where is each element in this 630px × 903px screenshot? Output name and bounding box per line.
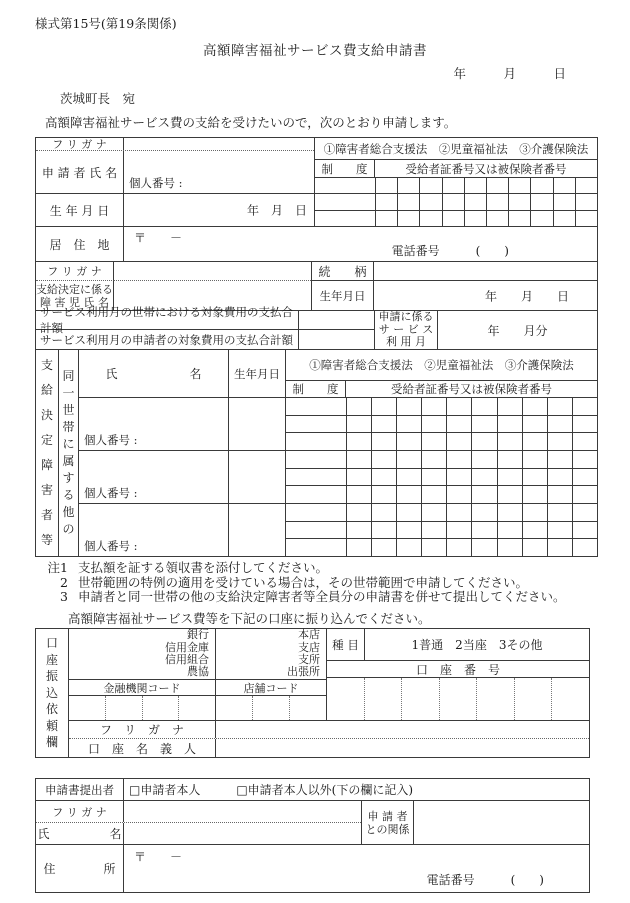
account-number-cell[interactable] [551, 678, 589, 720]
member2-cert-cell[interactable] [572, 486, 597, 503]
account-type-label: 種 目 [327, 629, 365, 660]
member3-cert-cell[interactable] [446, 504, 471, 521]
account-number-label: 口 座 番 号 [327, 661, 589, 678]
bank-branch-types[interactable]: 本店 支店 支所 出張所 [287, 628, 320, 679]
branch-code-label: 店舗コード [243, 681, 299, 695]
bank-code-cell[interactable] [178, 696, 215, 720]
member3-cert-cell[interactable] [346, 504, 371, 521]
member3-cert-cell[interactable] [286, 539, 346, 556]
applicant-cert-cell[interactable] [553, 178, 575, 193]
note-line: 3 申請者と同一世帯の他の支給決定障害者等全員分の申請書を併せて提出してください。 [60, 589, 566, 604]
member2-cert-cell[interactable] [421, 469, 446, 486]
member2-cert-cell[interactable] [572, 469, 597, 486]
bank-code-label: 金融機関コード [69, 680, 216, 695]
account-number-cell[interactable] [476, 678, 514, 720]
account-number-cell[interactable] [439, 678, 477, 720]
member3-cert-cell[interactable] [572, 539, 597, 556]
member3-cert-cell[interactable] [497, 522, 522, 539]
member3-cert-cell[interactable] [471, 522, 496, 539]
member2-cert-cell[interactable] [497, 451, 522, 468]
member3-cert-row-3 [286, 539, 597, 556]
bank-code-cell[interactable] [142, 696, 179, 720]
member2-cert-cell[interactable] [396, 451, 421, 468]
checkbox-submitter-self[interactable]: □申請者本人 [129, 783, 201, 797]
child-relation-input[interactable] [374, 262, 597, 281]
service-month-value: 年 月分 [487, 323, 548, 338]
bank-code-boxes [69, 696, 216, 720]
account-number-boxes [327, 678, 589, 720]
member2-cert-cell[interactable] [547, 469, 572, 486]
member1-cert-cell[interactable] [396, 416, 421, 433]
member3-cert-cell[interactable] [396, 504, 421, 521]
member3-cert-cell[interactable] [346, 522, 371, 539]
member1-cert-cell[interactable] [421, 398, 446, 415]
member1-cert-cell[interactable] [471, 416, 496, 433]
member2-cert-cell[interactable] [396, 469, 421, 486]
member3-cert-cell[interactable] [371, 522, 396, 539]
applicant-cert-cell[interactable] [486, 178, 508, 193]
applicant-cert-cell[interactable] [419, 178, 441, 193]
applicant-cert-cell[interactable] [442, 211, 464, 226]
member1-cert-cell[interactable] [572, 433, 597, 450]
member3-cert-cell[interactable] [346, 539, 371, 556]
member3-cert-cell[interactable] [371, 539, 396, 556]
member2-cert-cell[interactable] [522, 486, 547, 503]
submitter-name-input[interactable] [124, 823, 361, 844]
intro-sentence: 高額障害福祉サービス費の支給を受けたいので，次のとおり申請します。 [45, 115, 457, 130]
service-month-label: 申請に係る サ ー ビ ス 利 用 月 [374, 311, 438, 349]
member1-cert-row-1 [286, 398, 597, 416]
account-number-cell[interactable] [514, 678, 552, 720]
member2-cert-cell[interactable] [286, 486, 346, 503]
applicant-cert-row-3 [315, 211, 597, 226]
applicant-cert-cell[interactable] [486, 211, 508, 226]
member2-cert-cell[interactable] [522, 451, 547, 468]
member3-cert-cell[interactable] [547, 539, 572, 556]
member3-cert-cell[interactable] [522, 539, 547, 556]
member2-cert-cell[interactable] [471, 469, 496, 486]
child-furigana-label: フ リ ガ ナ [36, 262, 114, 281]
member3-cert-cell[interactable] [522, 522, 547, 539]
applicant-cert-cell[interactable] [442, 178, 464, 193]
member3-cert-cell[interactable] [421, 522, 446, 539]
child-table [35, 261, 598, 350]
bank-transfer-table [35, 628, 590, 758]
household-name-header: 氏 名 [79, 350, 229, 397]
child-birth-label: 生年月日 [311, 281, 374, 310]
member1-cert-cell[interactable] [497, 416, 522, 433]
submitter-relation-input[interactable] [414, 801, 589, 844]
bank-institution-types[interactable]: 銀行 信用金庫 信用組合 農協 [69, 629, 216, 679]
bank-vlabel: 口座振込依頼欄 [36, 629, 69, 757]
member3-name-input[interactable] [79, 504, 229, 556]
applicant-cert-cell[interactable] [464, 178, 486, 193]
member3-cert-cell[interactable] [286, 504, 346, 521]
account-number-cell[interactable] [401, 678, 439, 720]
total-household-input[interactable] [299, 311, 374, 329]
applicant-name-label: 申 請 者 氏 名 [36, 151, 124, 193]
applicant-cert-cell[interactable] [375, 194, 397, 209]
member1-cert-cell[interactable] [522, 416, 547, 433]
member3-cert-cell[interactable] [497, 504, 522, 521]
household-cert-number-header: 受給者証番号又は被保険者番号 [391, 382, 552, 396]
total-household-label: サービス利用月の世帯における対象費用の支払合計額 [36, 311, 299, 329]
member3-cert-cell[interactable] [371, 504, 396, 521]
account-number-cell[interactable] [327, 678, 364, 720]
applicant-cert-cell[interactable] [419, 211, 441, 226]
applicant-cert-cell[interactable] [575, 178, 597, 193]
member1-cert-cell[interactable] [522, 433, 547, 450]
member3-cert-cell[interactable] [522, 504, 547, 521]
note-line: 注1 支払額を証する領収書を添付してください。 [47, 560, 329, 575]
member3-cert-cell[interactable] [421, 504, 446, 521]
bank-code-cell[interactable] [105, 696, 142, 720]
applicant-cert-cell[interactable] [419, 194, 441, 209]
household-member-row [79, 504, 597, 556]
member2-cert-cell[interactable] [572, 451, 597, 468]
applicant-cert-cell[interactable] [508, 211, 530, 226]
member2-cert-cell[interactable] [371, 486, 396, 503]
applicant-birth-ymd: 年 月 日 [246, 203, 307, 218]
member3-birth-input[interactable] [229, 504, 286, 556]
member3-cert-cell[interactable] [572, 522, 597, 539]
applicant-cert-cell[interactable] [530, 211, 552, 226]
member2-cert-cell[interactable] [471, 486, 496, 503]
member1-cert-cell[interactable] [497, 398, 522, 415]
member3-cert-cell[interactable] [547, 504, 572, 521]
account-number-cell[interactable] [364, 678, 402, 720]
child-furigana-input[interactable] [114, 262, 311, 281]
member1-cert-cell[interactable] [446, 416, 471, 433]
member1-cert-row-3 [286, 433, 597, 450]
member1-birth-input[interactable] [229, 398, 286, 450]
account-type-options[interactable]: 1普通 2当座 3その他 [411, 638, 543, 652]
submitter-postal-mark: 〒 － [134, 850, 183, 864]
submitter-address-label: 住 所 [36, 845, 124, 892]
bank-code-cell[interactable] [69, 696, 105, 720]
member1-cert-cell[interactable] [471, 398, 496, 415]
service-month-input[interactable] [438, 311, 597, 349]
member3-cert-cell[interactable] [446, 522, 471, 539]
bank-intro: 高額障害福祉サービス費等を下記の口座に振り込んでください。 [68, 611, 431, 626]
child-birth-ymd: 年 月 日 [484, 289, 569, 303]
applicant-cert-cell[interactable] [508, 194, 530, 209]
notes [35, 561, 566, 605]
applicant-cert-row-1 [315, 178, 597, 194]
member1-cert-cell[interactable] [522, 398, 547, 415]
branch-code-cell[interactable] [252, 696, 289, 720]
member2-cert-cell[interactable] [446, 486, 471, 503]
member1-cert-cell[interactable] [572, 416, 597, 433]
member2-cert-cell[interactable] [497, 486, 522, 503]
member3-cert-cell[interactable] [421, 539, 446, 556]
applicant-laws-header: ①障害者総合支援法 ②児童福祉法 ③介護保険法 [315, 138, 597, 160]
account-holder-input[interactable] [216, 739, 589, 757]
submitter-table [35, 778, 590, 893]
member3-cert-cell[interactable] [396, 539, 421, 556]
member3-cert-cell[interactable] [497, 539, 522, 556]
submitter-address-input[interactable] [124, 845, 589, 892]
member3-cert-cell[interactable] [471, 539, 496, 556]
branch-code-boxes [216, 696, 326, 720]
household-vlabel-inner: 同一世帯に属する他の [59, 350, 79, 556]
account-furigana-label: フ リ ガ ナ [69, 721, 216, 738]
applicant-cert-cell[interactable] [553, 194, 575, 209]
applicant-cert-cell[interactable] [508, 178, 530, 193]
applicant-cert-cell[interactable] [375, 178, 397, 193]
applicant-system-header: 制 度 [315, 160, 375, 177]
member1-cert-cell[interactable] [547, 433, 572, 450]
member1-cert-cell[interactable] [346, 416, 371, 433]
applicant-cert-cell[interactable] [464, 211, 486, 226]
member1-cert-cell[interactable] [371, 433, 396, 450]
member1-personal-number-label: 個人番号 : [84, 433, 138, 447]
member1-cert-cell[interactable] [471, 433, 496, 450]
applicant-cert-cell[interactable] [375, 211, 397, 226]
member1-name-input[interactable] [79, 398, 229, 450]
applicant-birth-label: 生 年 月 日 [36, 194, 124, 226]
household-member-row [79, 451, 597, 504]
applicant-table [35, 137, 598, 262]
applicant-cert-cell[interactable] [530, 178, 552, 193]
applicant-furigana-label: フ リ ガ ナ [36, 138, 124, 150]
member3-cert-row-2 [286, 522, 597, 540]
member2-cert-row-1 [286, 451, 597, 469]
applicant-cert-cell[interactable] [575, 194, 597, 209]
member2-cert-cell[interactable] [286, 451, 346, 468]
member2-cert-cell[interactable] [446, 469, 471, 486]
child-birth-input[interactable] [374, 281, 597, 310]
member2-cert-cell[interactable] [396, 486, 421, 503]
applicant-name-input[interactable] [124, 151, 314, 193]
member2-cert-cell[interactable] [371, 451, 396, 468]
addressee: 茨城町長 宛 [60, 91, 136, 106]
applicant-address-input[interactable] [124, 227, 597, 261]
member2-birth-input[interactable] [229, 451, 286, 503]
applicant-cert-cell[interactable] [553, 211, 575, 226]
child-name-label: 支給決定に係る 障 害 児 氏 名 [36, 282, 113, 309]
applicant-cert-number-header: 受給者証番号又は被保険者番号 [405, 161, 567, 176]
household-members-table [35, 349, 598, 557]
member1-cert-cell[interactable] [346, 398, 371, 415]
member1-cert-cell[interactable] [346, 433, 371, 450]
member1-cert-cell[interactable] [497, 433, 522, 450]
member2-name-input[interactable] [79, 451, 229, 503]
member1-cert-cell[interactable] [371, 416, 396, 433]
applicant-cert-cell[interactable] [315, 211, 375, 226]
member2-cert-cell[interactable] [346, 451, 371, 468]
member2-cert-cell[interactable] [547, 451, 572, 468]
household-laws-header: ①障害者総合支援法 ②児童福祉法 ③介護保険法 [286, 350, 597, 381]
household-system-header: 制 度 [286, 381, 346, 397]
member2-cert-cell[interactable] [547, 486, 572, 503]
applicant-address-label: 居 住 地 [36, 227, 124, 261]
branch-code-cell[interactable] [216, 696, 252, 720]
member3-cert-cell[interactable] [446, 539, 471, 556]
member2-cert-cell[interactable] [446, 451, 471, 468]
applicant-furigana-input[interactable] [124, 138, 314, 150]
submitter-relation-label: 申 請 者 との関係 [361, 801, 414, 844]
member3-cert-cell[interactable] [286, 522, 346, 539]
applicant-cert-cell[interactable] [530, 194, 552, 209]
member2-cert-cell[interactable] [522, 469, 547, 486]
member1-cert-cell[interactable] [421, 433, 446, 450]
member2-cert-cell[interactable] [346, 469, 371, 486]
member1-cert-cell[interactable] [446, 398, 471, 415]
submitter-furigana-input[interactable] [124, 801, 361, 822]
applicant-birth-input[interactable] [124, 194, 314, 226]
date-line: 年 月 日 [453, 66, 566, 81]
submitter-name-label: 氏 名 [36, 823, 124, 844]
member3-cert-row-1 [286, 504, 597, 522]
applicant-phone-label: 電話番号 ( ) [391, 244, 509, 258]
applicant-personal-number-label: 個人番号 : [129, 176, 183, 190]
member3-cert-cell[interactable] [547, 522, 572, 539]
member2-cert-cell[interactable] [421, 486, 446, 503]
submitter-phone-label: 電話番号 ( ) [426, 873, 544, 887]
applicant-cert-cell[interactable] [315, 194, 375, 209]
applicant-cert-row-2 [315, 194, 597, 210]
member2-cert-cell[interactable] [371, 469, 396, 486]
member1-cert-row-2 [286, 416, 597, 434]
member1-cert-cell[interactable] [547, 398, 572, 415]
applicant-cert-cell[interactable] [442, 194, 464, 209]
household-vlabel-outer: 支給決定障害者等 [36, 350, 59, 556]
member1-cert-cell[interactable] [286, 433, 346, 450]
household-member-row [79, 398, 597, 451]
member2-cert-cell[interactable] [471, 451, 496, 468]
submitter-label: 申請書提出者 [36, 779, 124, 800]
member1-cert-cell[interactable] [421, 416, 446, 433]
member2-cert-cell[interactable] [497, 469, 522, 486]
member3-cert-cell[interactable] [471, 504, 496, 521]
applicant-cert-cell[interactable] [464, 194, 486, 209]
applicant-cert-cell[interactable] [397, 211, 419, 226]
member3-personal-number-label: 個人番号 : [84, 539, 138, 553]
member2-personal-number-label: 個人番号 : [84, 486, 138, 500]
total-applicant-label: サービス利用月の申請者の対象費用の支払合計額 [36, 330, 299, 349]
postal-mark: 〒 － [134, 231, 183, 245]
page-title: 高額障害福祉サービス費支給申請書 [203, 43, 427, 59]
household-birth-header: 生年月日 [229, 350, 286, 397]
total-applicant-input[interactable] [299, 330, 374, 349]
member1-cert-cell[interactable] [371, 398, 396, 415]
applicant-cert-cell[interactable] [315, 178, 375, 193]
applicant-cert-cell[interactable] [397, 194, 419, 209]
account-holder-label: 口 座 名 義 人 [69, 739, 216, 757]
member2-cert-cell[interactable] [286, 469, 346, 486]
child-relation-label: 続 柄 [311, 262, 374, 281]
member2-cert-row-2 [286, 469, 597, 487]
applicant-cert-cell[interactable] [575, 211, 597, 226]
member1-cert-cell[interactable] [446, 433, 471, 450]
applicant-cert-cell[interactable] [486, 194, 508, 209]
member2-cert-cell[interactable] [421, 451, 446, 468]
member1-cert-cell[interactable] [396, 433, 421, 450]
member3-cert-cell[interactable] [396, 522, 421, 539]
checkbox-submitter-other[interactable]: □申請者本人以外(下の欄に記入) [236, 783, 414, 797]
note-line: 2 世帯範囲の特例の適用を受けている場合は，その世帯範囲で申請してください。 [60, 574, 529, 590]
form-number: 様式第15号(第19条関係) [35, 16, 177, 31]
member2-cert-cell[interactable] [346, 486, 371, 503]
member1-cert-cell[interactable] [286, 398, 346, 415]
member1-cert-cell[interactable] [286, 416, 346, 433]
member1-cert-cell[interactable] [396, 398, 421, 415]
member1-cert-cell[interactable] [572, 398, 597, 415]
member2-cert-row-3 [286, 486, 597, 503]
account-furigana-input[interactable] [216, 721, 589, 738]
member1-cert-cell[interactable] [547, 416, 572, 433]
branch-code-cell[interactable] [289, 696, 326, 720]
applicant-cert-cell[interactable] [397, 178, 419, 193]
member3-cert-cell[interactable] [572, 504, 597, 521]
submitter-furigana-label: フ リ ガ ナ [36, 801, 124, 822]
